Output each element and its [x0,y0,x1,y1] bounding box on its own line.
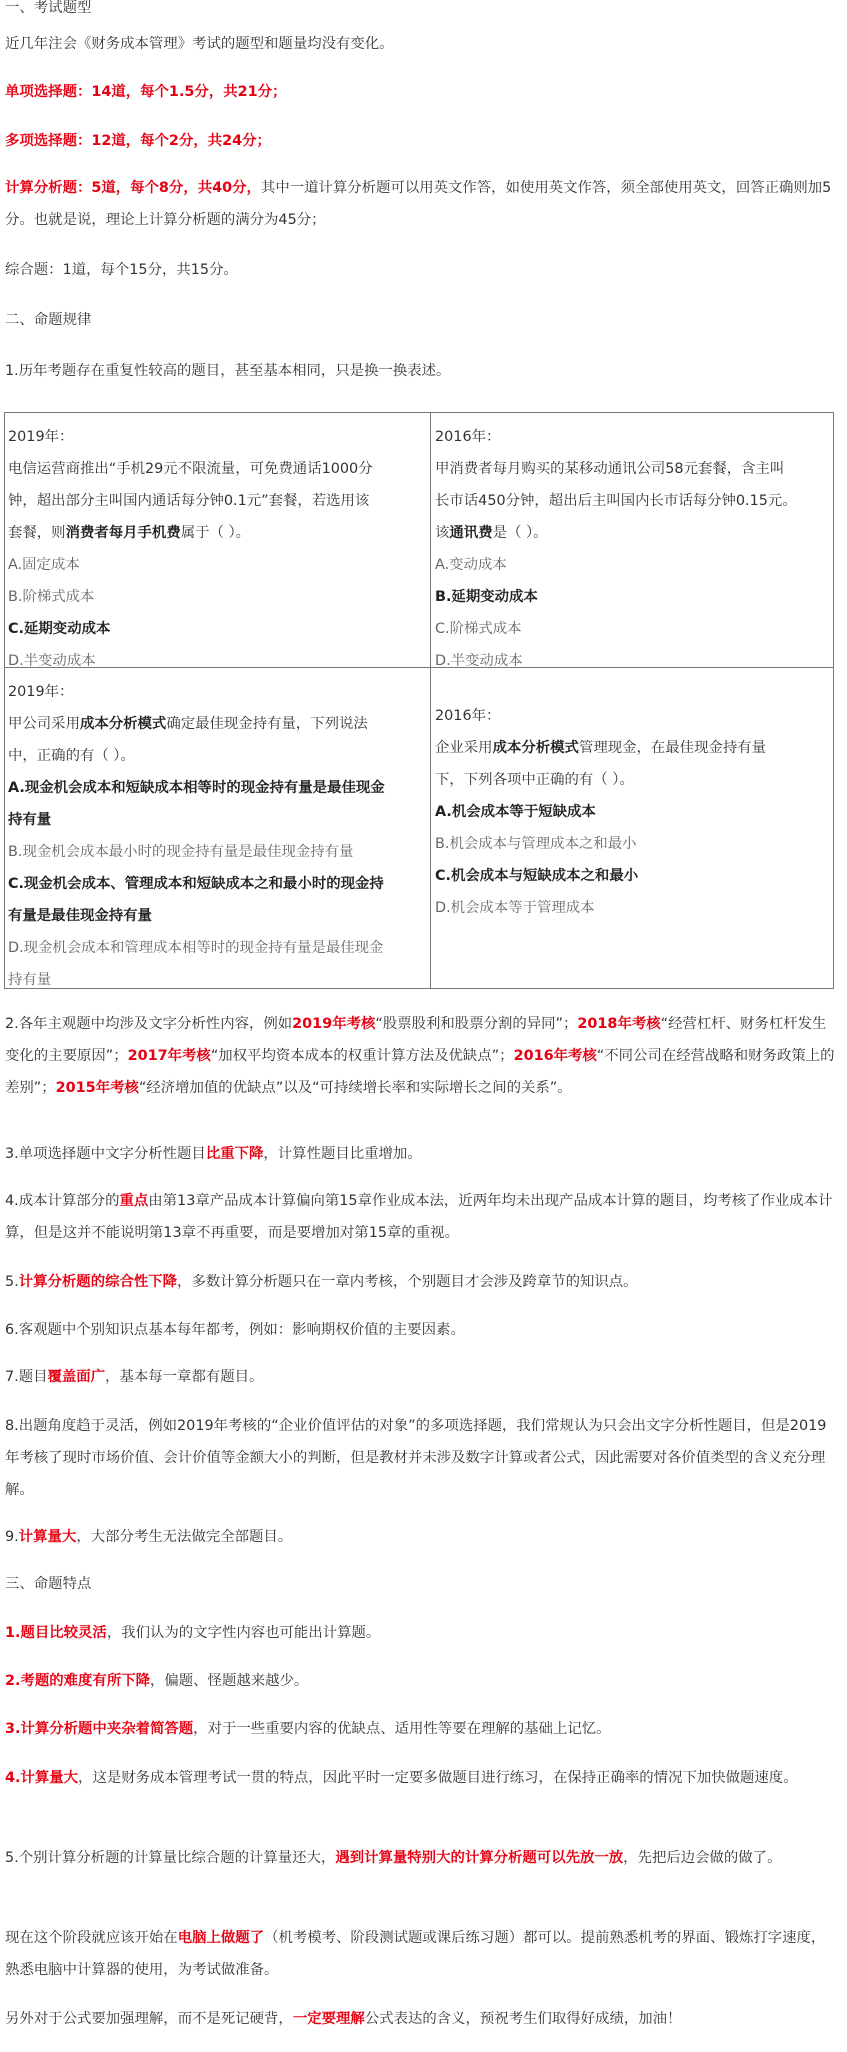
pattern-9 [5,1521,837,1553]
text: （机考模考、阶段测试题或课后练习题）都可以。提前熟悉机考的界面、锻炼打字速度，熟悉电脑中计算器的使用，为考试做准备。 [5,1930,826,1978]
feature-6 [5,1922,837,1986]
cell-question-line: 甲消费者每月购买的某移动通讯公司58元套餐，含主叫 [435,461,785,477]
text: “不同公司在经营战略和财务政策上的差别”； [5,1048,835,1096]
cell-text: 套餐，则 [8,525,66,541]
table-cell-2016-q1 [432,413,833,667]
text: 4.成本计算部分的 [5,1193,120,1209]
pattern-4 [5,1185,837,1249]
option-d: D.现金机会成本和管理成本相等时的现金持有量是最佳现金 [8,940,384,956]
option-d-cont: 持有量 [8,972,52,988]
highlight: 覆盖面广 [47,1369,106,1385]
option-b: B.阶梯式成本 [8,589,95,605]
cell-keyword: 成本分析模式 [492,740,579,756]
table-cell-2019-q1 [5,413,430,667]
cell-keyword: 成本分析模式 [79,716,167,732]
cell-text: 是（ ）。 [492,525,548,541]
text: ，基本每一章都有题目。 [105,1369,264,1385]
cell-year: 2019年： [8,684,74,700]
option-b: B.现金机会成本最小时的现金持有量是最佳现金持有量 [8,844,354,860]
table-cell-2019-q2 [5,668,430,988]
cell-keyword: 通讯费 [449,525,493,541]
text: “经济增加值的优缺点”以及“可持续增长率和实际增长之间的关系”。 [138,1080,572,1096]
table-cell-2016-q2 [432,668,833,988]
text: 另外对于公式要加强理解，而不是死记硬背， [5,2011,293,2027]
text: 9. [5,1529,19,1545]
cell-year: 2016年： [435,429,501,445]
text: 2.各年主观题中均涉及文字分析性内容，例如 [5,1016,293,1032]
highlight: 一定要理解 [292,2011,365,2027]
text: 公式表达的含义，预祝考生们取得好成绩，加油！ [364,2011,682,2027]
text: 7.题目 [5,1369,48,1385]
cell-question-line: 长市话450分钟，超出后主叫国内长市话每分钟0.15元。 [435,493,797,509]
pattern-6: 6.客观题中个别知识点基本每年都考，例如：影响期权价值的主要因素。 [5,1322,465,1338]
cell-question-line [8,517,426,549]
text: 由第13章产品成本计算偏向第15章作业成本法，近两年均未出现产品成本计算的题目，均考核了作业成本计算，但是这并不能说明第13章不再重要，而是要增加对第15章的重视。 [5,1193,833,1241]
year-highlight: 2016年考核 [513,1048,597,1064]
section-title-question-types: 一、考试题型 [5,0,92,16]
option-b-correct: B.延期变动成本 [435,589,538,605]
calc-analysis-text: 其中一道计算分析题可以用英文作答，如使用英文作答，须全部使用英文，回答正确则加5分。也就是说，理论上计算分析题的满分为45分； [5,180,832,228]
option-d: D.半变动成本 [435,653,523,669]
year-highlight: 2017年考核 [127,1048,211,1064]
option-c-correct: C.延期变动成本 [8,621,111,637]
text: 5.个别计算分析题的计算量比综合题的计算量还大， [5,1850,336,1866]
option-c-correct: C.现金机会成本、管理成本和短缺成本之和最小时的现金持 [8,876,384,892]
cell-text: 属于（ ）。 [180,525,251,541]
feature-1 [5,1617,837,1649]
highlight: 4.计算量大 [5,1770,79,1786]
text: ，计算性题目比重增加。 [263,1146,422,1162]
option-d: D.机会成本等于管理成本 [435,900,595,916]
cell-keyword: 消费者每月手机费 [65,525,181,541]
comprehensive-info: 综合题：1道，每个15分，共15分。 [5,262,238,278]
cell-question-line: 中，正确的有（ ）。 [8,748,135,764]
option-b: B.机会成本与管理成本之和最小 [435,836,637,852]
pattern-7 [5,1361,837,1393]
cell-text: 确定最佳现金持有量，下列说法 [166,716,368,732]
option-a-correct: A.现金机会成本和短缺成本相等时的现金持有量是最佳现金 [8,780,385,796]
pattern-2 [5,1008,837,1104]
year-highlight: 2019年考核 [292,1016,376,1032]
text: ，大部分考生无法做完全部题目。 [76,1529,293,1545]
cell-question-line: 电信运营商推出“手机29元不限流量，可免费通话1000分 [8,461,373,477]
text: “经营杠杆、财务杠杆发生变化的主要原因”； [5,1016,827,1064]
cell-text: 该 [435,525,450,541]
highlight: 遇到计算量特别大的计算分析题可以先放一放 [335,1850,624,1866]
section-title-patterns: 二、命题规律 [5,312,92,328]
cell-question-line [435,517,829,549]
highlight: 1.题目比较灵活 [5,1625,107,1641]
option-a: A.固定成本 [8,557,80,573]
multi-choice-info: 多项选择题：12道，每个2分，共24分； [5,133,271,149]
highlight: 比重下降 [205,1146,264,1162]
option-a: A.变动成本 [435,557,507,573]
year-highlight: 2015年考核 [55,1080,139,1096]
text: 5. [5,1274,19,1290]
text: ，偏题、怪题越来越少。 [150,1673,309,1689]
comparison-table [4,412,834,989]
feature-3 [5,1713,837,1745]
highlight: 3.计算分析题中夹杂着简答题 [5,1721,194,1737]
feature-5 [5,1842,837,1874]
text: ，我们认为的文字性内容也可能出计算题。 [106,1625,381,1641]
feature-4 [5,1762,837,1794]
cell-text: 甲公司采用 [8,716,80,732]
cell-question-line: 钟，超出部分主叫国内通话每分钟0.1元”套餐，若选用该 [8,493,370,509]
option-a-correct: A.机会成本等于短缺成本 [435,804,596,820]
pattern-1: 1.历年考题存在重复性较高的题目，甚至基本相同，只是换一换表述。 [5,363,451,379]
option-c: C.阶梯式成本 [435,621,522,637]
highlight: 2.考题的难度有所下降 [5,1673,150,1689]
text: “股票股利和股票分割的异同”； [375,1016,578,1032]
feature-2 [5,1665,837,1697]
option-c-correct: C.机会成本与短缺成本之和最小 [435,868,639,884]
text: “加权平均资本成本的权重计算方法及优缺点”； [210,1048,514,1064]
option-d: D.半变动成本 [8,653,96,669]
cell-question-line [435,732,829,764]
cell-year: 2016年： [435,708,501,724]
paragraph-intro: 近几年注会《财务成本管理》考试的题型和题量均没有变化。 [5,36,394,52]
calc-analysis-info [5,172,837,236]
single-choice-info: 单项选择题：14道，每个1.5分，共21分； [5,84,287,100]
year-highlight: 2018年考核 [577,1016,661,1032]
section-title-features: 三、命题特点 [5,1576,92,1592]
highlight: 计算量大 [18,1529,77,1545]
feature-7 [5,2003,837,2035]
cell-question-line: 下，下列各项中正确的有（ ）。 [435,772,634,788]
highlight: 电脑上做题了 [177,1930,265,1946]
cell-year: 2019年： [8,429,74,445]
text: ，对于一些重要内容的优缺点、适用性等要在理解的基础上记忆。 [193,1721,611,1737]
cell-text: 管理现金，在最佳现金持有量 [578,740,767,756]
cell-question-line [8,708,426,740]
calc-analysis-highlight: 计算分析题：5道，每个8分，共40分， [5,180,261,196]
highlight: 计算分析题的综合性下降 [18,1274,178,1290]
highlight: 重点 [119,1193,149,1209]
text: 3.单项选择题中文字分析性题目 [5,1146,206,1162]
text: ，多数计算分析题只在一章内考核，个别题目才会涉及跨章节的知识点。 [177,1274,638,1290]
pattern-8: 8.出题角度趋于灵活，例如2019年考核的“企业价值评估的对象”的多项选择题，我们常规认为只会出文字分析性题目，但是2019年考核了现时市场价值、会计价值等金额大小的判断，但是教材并未涉及数字计算或者公式，因此需要对各价值类型的含义充分理解。 [5,1418,827,1498]
text: ，先把后边会做的做了。 [623,1850,782,1866]
text: 现在这个阶段就应该开始在 [5,1930,178,1946]
pattern-5 [5,1266,837,1298]
pattern-3 [5,1138,837,1170]
cell-text: 企业采用 [435,740,493,756]
option-a-correct-cont: 持有量 [8,812,52,828]
text: ，这是财务成本管理考试一贯的特点，因此平时一定要多做题目进行练习，在保持正确率的情况下加快做题速度。 [78,1770,798,1786]
option-c-correct-cont: 有量是最佳现金持有量 [8,908,152,924]
